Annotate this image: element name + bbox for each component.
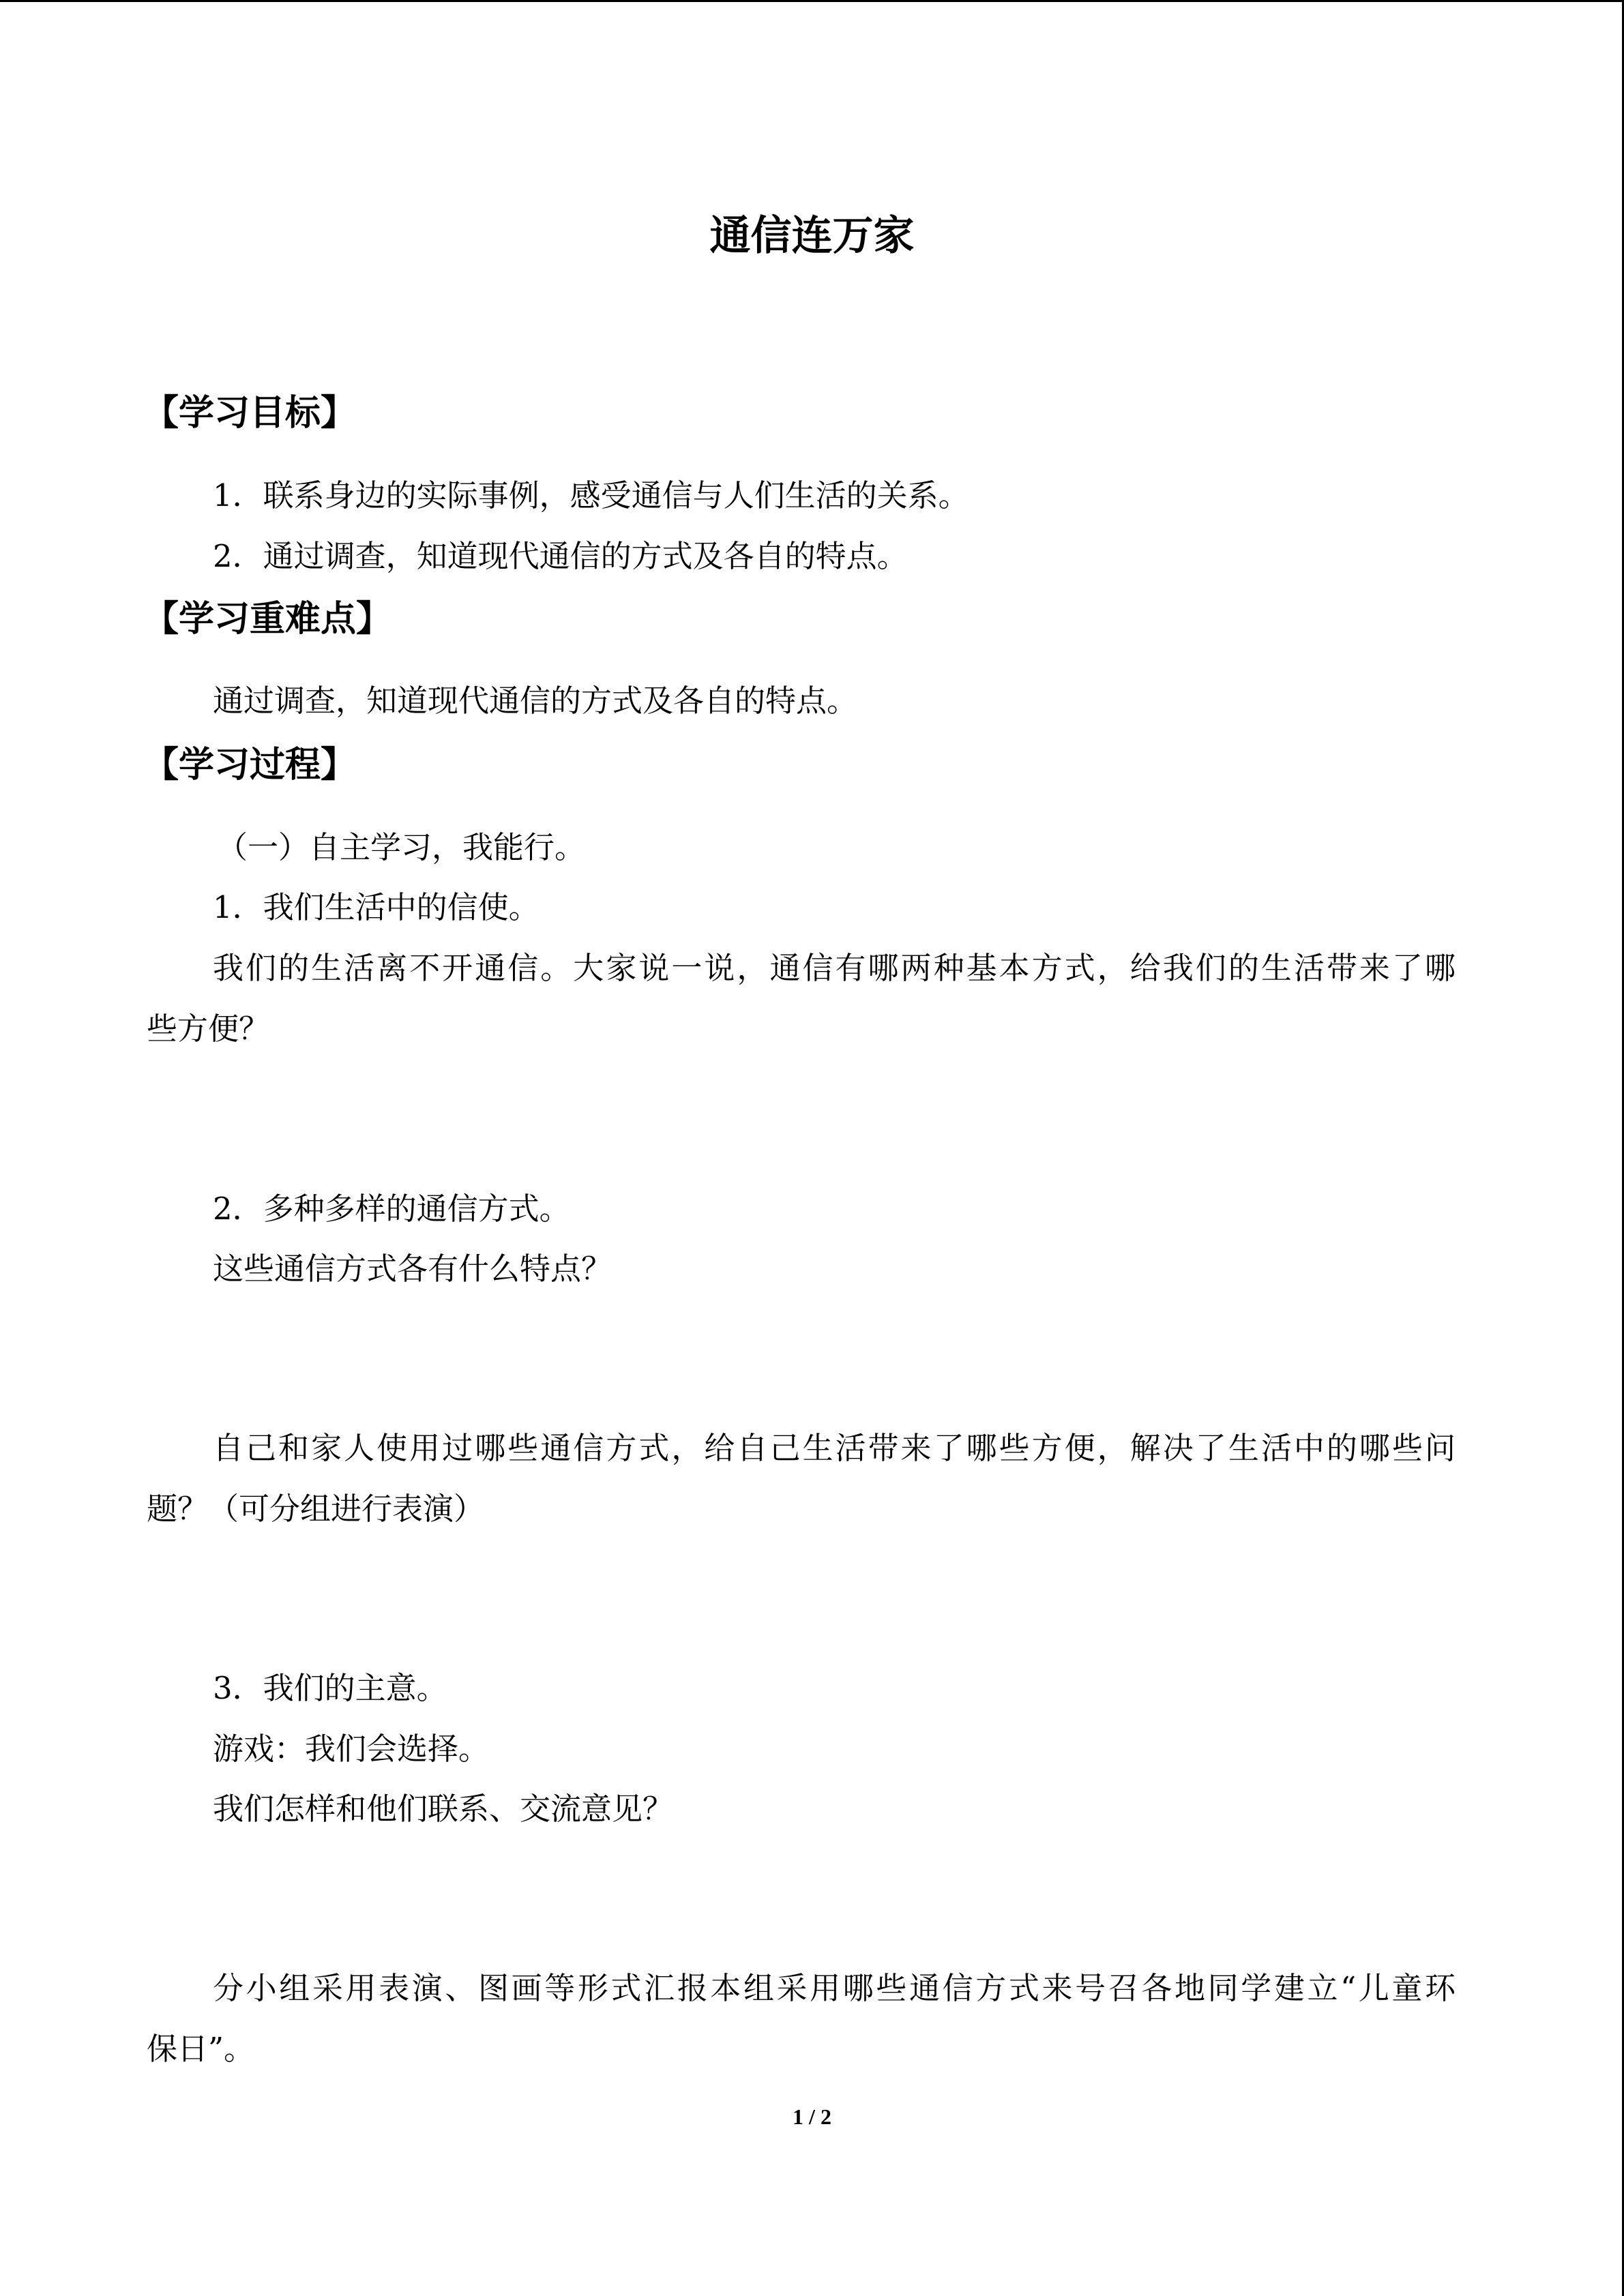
heading-objectives: 【学习目标】 <box>143 393 357 434</box>
key-points-text: 通过调查，知道现代通信的方式及各自的特点。 <box>213 683 858 719</box>
process-item1-title: 1．我们生活中的信使。 <box>213 889 540 925</box>
process-item2-question2-line2: 题？（可分组进行表演） <box>147 1491 485 1527</box>
heading-key-points: 【学习重难点】 <box>143 599 392 640</box>
process-item2-question2-line1: 自己和家人使用过哪些通信方式，给自己生活带来了哪些方便，解决了生活中的哪些问 <box>213 1430 1456 1466</box>
process-item3-task-line1: 分小组采用表演、图画等形式汇报本组采用哪些通信方式来号召各地同学建立“儿童环 <box>213 1970 1456 2006</box>
page-top-border <box>0 0 1624 2</box>
objective-item-2: 2．通过调查，知道现代通信的方式及各自的特点。 <box>213 538 908 574</box>
document-title: 通信连万家 <box>709 212 915 260</box>
process-part1-title: （一）自主学习，我能行。 <box>217 829 586 865</box>
process-item2-title: 2．多种多样的通信方式。 <box>213 1191 570 1227</box>
heading-process: 【学习过程】 <box>143 745 357 786</box>
process-item3-question: 我们怎样和他们联系、交流意见？ <box>213 1791 674 1827</box>
process-item2-question: 这些通信方式各有什么特点？ <box>213 1251 612 1287</box>
process-item1-question-line1: 我们的生活离不开通信。大家说一说，通信有哪两种基本方式，给我们的生活带来了哪 <box>213 950 1456 986</box>
process-item3-game: 游戏：我们会选择。 <box>213 1731 490 1767</box>
process-item3-title: 3．我们的主意。 <box>213 1670 447 1706</box>
process-item1-question-line2: 些方便？ <box>147 1011 270 1047</box>
page-number: 1 / 2 <box>793 2104 831 2129</box>
process-item3-task-line2: 保日”。 <box>147 2031 255 2067</box>
objective-item-1: 1．联系身边的实际事例，感受通信与人们生活的关系。 <box>213 477 969 513</box>
